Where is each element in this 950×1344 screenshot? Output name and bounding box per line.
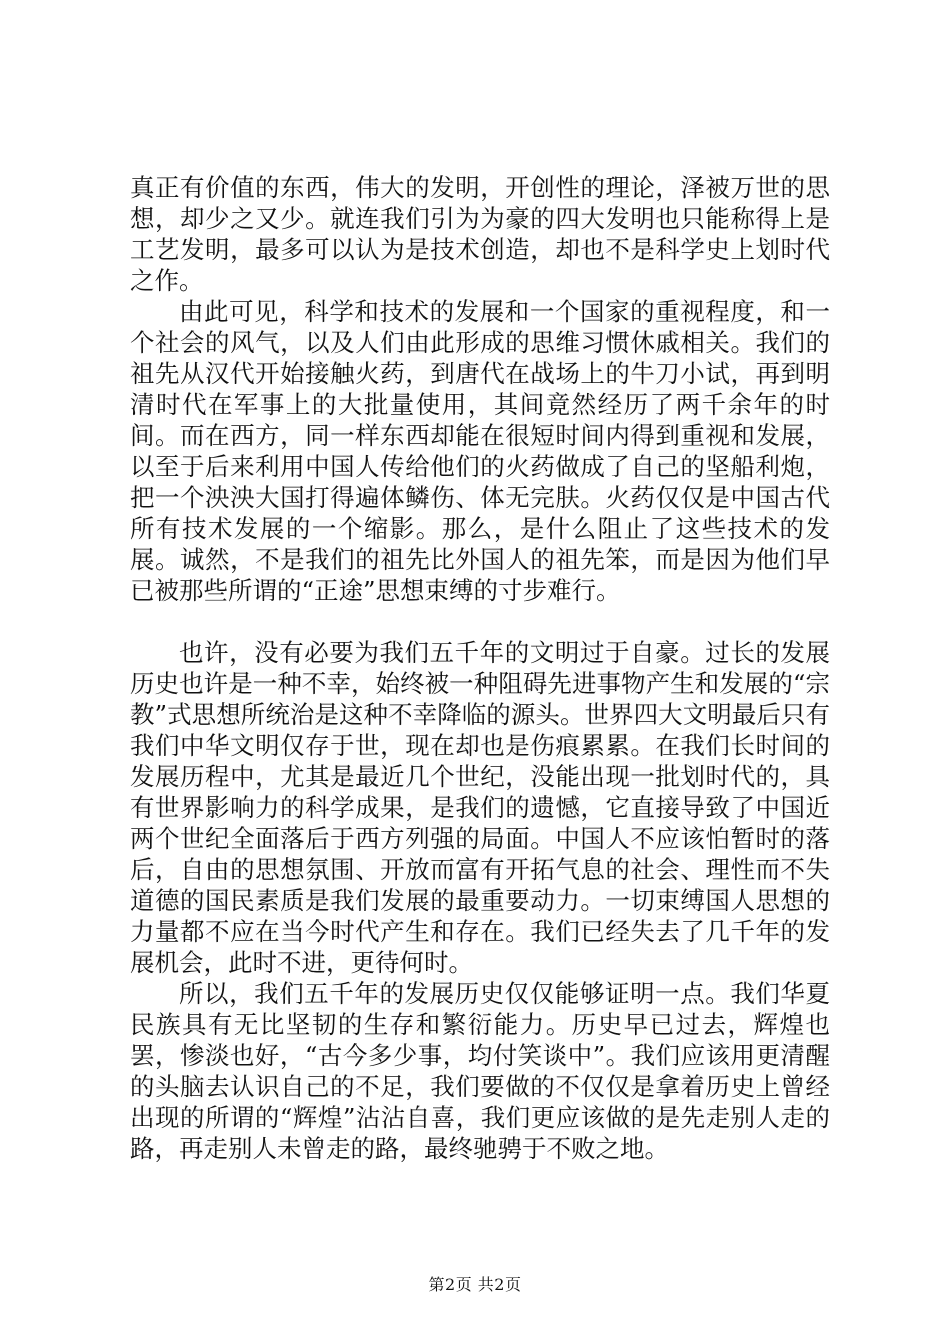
page-number-footer: 第2页 共2页 [428,1275,522,1294]
document-body [130,172,830,1164]
paragraph-civilization: 也许，没有必要为我们五千年的文明过于自豪。过长的发展历史也许是一种不幸，始终被一种阻碍先进事物产生和发展的“宗教”式思想所统治是这种不幸降临的源头。世界四大文明最后只有我们中华文明仅存于世，现在却也是伤痕累累。在我们长时间的发展历程中，尤其是最近几个世纪，没能出现一批划时代的，具有世界影响力的科学成果，是我们的遗憾，它直接导致了中国近两个世纪全面落后于西方列强的局面。中国人不应该怕暂时的落后，自由的思想氛围、开放而富有开拓气息的社会、理性而不失道德的国民素质是我们发展的最重要动力。一切束缚国人思想的力量都不应在当今时代产生和存在。我们已经失去了几千年的发展机会，此时不进，更待何时。 [130,638,830,977]
paragraph-conclusion: 所以，我们五千年的发展历史仅仅能够证明一点。我们华夏民族具有无比坚韧的生存和繁衍能力。历史早已过去，辉煌也罢，惨淡也好，“古今多少事，均付笑谈中”。我们应该用更清醒的头脑去认识自己的不足，我们要做的不仅仅是拿着历史上曾经出现的所谓的“辉煌”沾沾自喜，我们更应该做的是先走别人走的路，再走别人未曾走的路，最终驰骋于不败之地。 [130,979,830,1163]
paragraph-continuation: 真正有价值的东西，伟大的发明，开创性的理论，泽被万世的思想，却少之又少。就连我们引为为豪的四大发明也只能称得上是工艺发明，最多可以认为是技术创造，却也不是科学史上划时代之作。 [130,173,830,295]
paragraph-gunpowder: 由此可见，科学和技术的发展和一个国家的重视程度，和一个社会的风气，以及人们由此形成的思维习惯休戚相关。我们的祖先从汉代开始接触火药，到唐代在战场上的牛刀小试，再到明清时代在军事上的大批量使用，其间竟然经历了两千余年的时间。而在西方，同一样东西却能在很短时间内得到重视和发展，以至于后来利用中国人传给他们的火药做成了自己的坚船利炮，把一个泱泱大国打得遍体鳞伤、体无完肤。火药仅仅是中国古代所有技术发展的一个缩影。那么，是什么阻止了这些技术的发展。诚然，不是我们的祖先比外国人的祖先笨，而是因为他们早已被那些所谓的“正途”思想束缚的寸步难行。 [130,297,830,605]
